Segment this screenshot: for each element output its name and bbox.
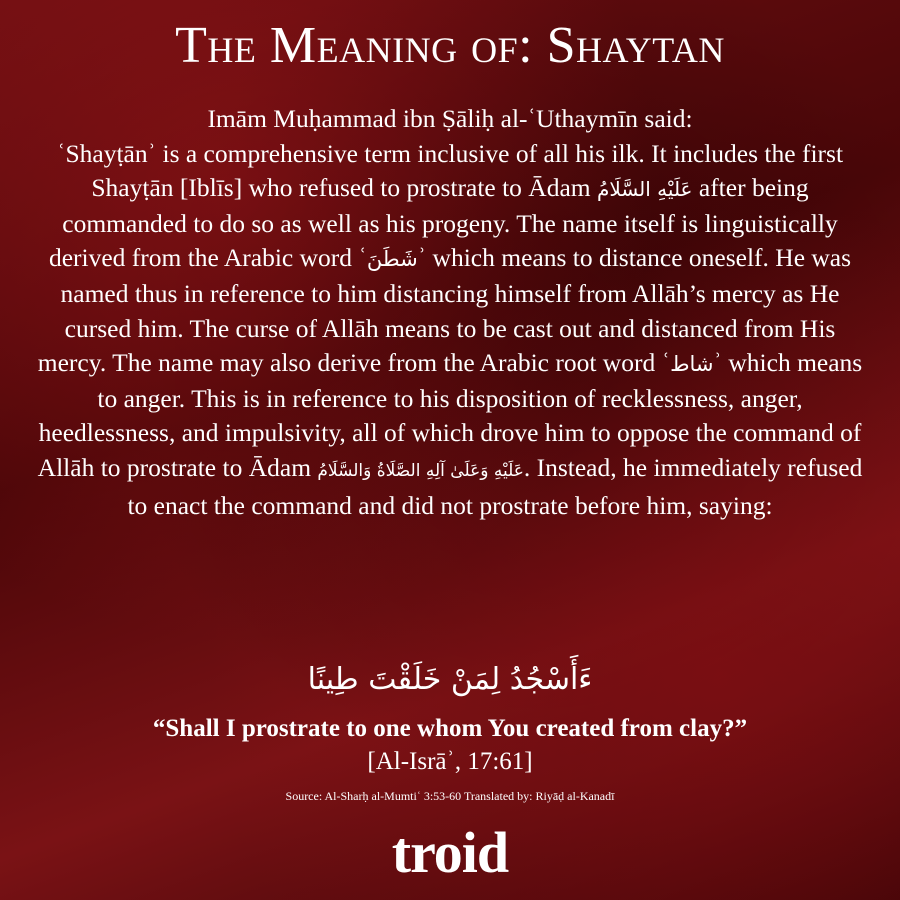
source-credit: Source: Al-Sharḥ al-Mumtiʿ 3:53-60 Translated by: Riyāḍ al-Kanadī <box>285 789 615 803</box>
body-segment: ʾ which means to anger. This is in reference to his disposition of recklessness, anger, heedlessness, and impulsivity, all of which drove him to oppose the command of Allāh to prostrate to Ādam <box>37 348 863 482</box>
body-segment: ʿShayṭānʾ is a comprehensive term inclusive of all his ilk. It includes the first Shayṭān [Iblīs] who refused to prostrate to Ādam <box>56 138 844 203</box>
quran-verse-arabic: ءَأَسْجُدُ لِمَنْ خَلَقْتَ طِينًا <box>307 662 593 697</box>
arabic-honorific: عَلَيْهِ وَعَلَىٰ آلِهِ الصَّلَاةُ وَالسَّلَامُ <box>317 460 524 481</box>
arabic-honorific: عَلَيْهِ السَّلَامُ <box>597 177 693 202</box>
verse-reference: [Al-Isrāʾ, 17:61] <box>367 748 533 775</box>
verse-translation: “Shall I prostrate to one whom You created from clay?” <box>152 715 748 742</box>
body-segment: after being commanded to do so as well as his progeny. The name itself is linguistically derived from the Arabic word ʿ <box>48 173 838 273</box>
quote-body <box>30 102 870 523</box>
troid-logo[interactable]: troid <box>391 820 509 885</box>
intro-line: Imām Muḥammad ibn Ṣāliḥ al-ʿUthaymīn said: <box>207 104 693 133</box>
arabic-word: شَطَنَ <box>366 247 418 272</box>
page-title: The Meaning of: Shaytan <box>175 17 725 74</box>
arabic-word: شاط <box>670 352 714 377</box>
body-segment: . Instead, he immediately refused to enact the command and did not prostrate before him, saying: <box>127 452 863 520</box>
body-segment: ʾ which means to distance oneself. He was named thus in reference to him distancing himself from Allāh’s mercy as He cursed him. The curse of Allāh means to be cast out and distanced from His mercy. The name may also derive from the Arabic root word ʿ <box>37 243 852 378</box>
